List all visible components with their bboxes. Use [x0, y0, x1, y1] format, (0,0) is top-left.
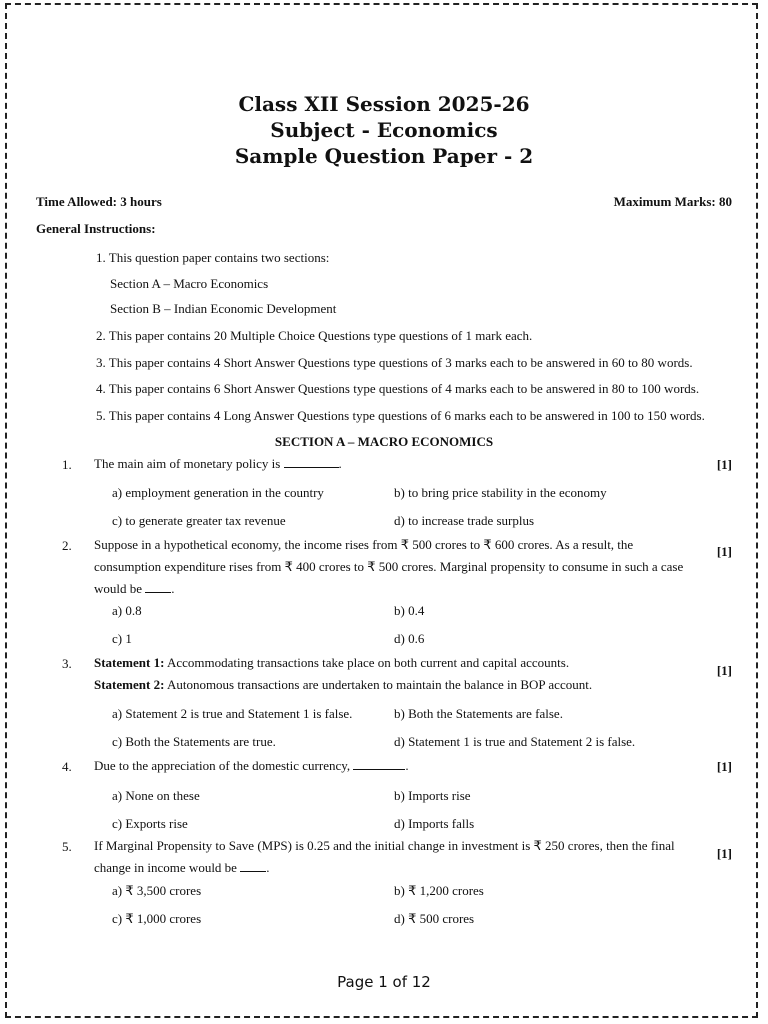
time-allowed: Time Allowed: 3 hours — [36, 194, 162, 209]
option-b: b) Imports rise — [394, 788, 471, 803]
title-paper: Sample Question Paper - 2 — [234, 144, 534, 168]
option-c: c) to generate greater tax revenue — [112, 513, 286, 528]
option-d: d) ₹ 500 crores — [394, 911, 475, 926]
statement-2-text: Autonomous transactions are undertaken to maintain the balance in BOP account. — [164, 677, 593, 692]
option-c: c) Exports rise — [112, 816, 188, 831]
option-d: d) 0.6 — [394, 631, 425, 646]
statement-2-label: Statement 2: — [94, 677, 165, 692]
instruction-item: 5. This paper contains 4 Long Answer Questions type questions of 6 marks each to be answered in 100 to 150 words. — [96, 408, 705, 423]
question-number: 3. — [62, 656, 72, 671]
option-c: c) ₹ 1,000 crores — [112, 911, 202, 926]
paper-title — [0, 91, 768, 169]
question-text: Due to the appreciation of the domestic currency, . — [94, 758, 409, 773]
question-marks: [1] — [716, 759, 732, 774]
option-a: a) Statement 2 is true and Statement 1 is false. — [112, 706, 353, 721]
question-marks: [1] — [716, 544, 732, 559]
instruction-item: 1. This question paper contains two sections: — [96, 250, 330, 265]
page-number: Page 1 of 12 — [337, 973, 431, 991]
instruction-item: Section A – Macro Economics — [110, 276, 269, 291]
question-number: 2. — [62, 538, 72, 553]
option-d: d) Statement 1 is true and Statement 2 is false. — [394, 734, 636, 749]
question-text — [94, 652, 692, 696]
question-number: 5. — [62, 839, 72, 854]
question-number: 1. — [62, 457, 72, 472]
section-a-heading: SECTION A – MACRO ECONOMICS — [274, 434, 494, 449]
statement-1-text: Accommodating transactions take place on both current and capital accounts. — [164, 655, 570, 670]
option-b: b) Both the Statements are false. — [394, 706, 563, 721]
general-instructions-heading: General Instructions: — [36, 221, 156, 236]
question-number: 4. — [62, 759, 72, 774]
question-text: If Marginal Propensity to Save (MPS) is 0.25 and the initial change in investment is ₹ 250 crores, then the final change in income would be . — [94, 838, 675, 875]
option-a: a) 0.8 — [112, 603, 142, 618]
maximum-marks: Maximum Marks: 80 — [613, 194, 732, 209]
answer-blank — [240, 861, 266, 872]
option-b: b) ₹ 1,200 crores — [394, 883, 484, 898]
instruction-item: 4. This paper contains 6 Short Answer Questions type questions of 4 marks each to be answered in 80 to 100 words. — [96, 381, 700, 396]
option-c: c) Both the Statements are true. — [112, 734, 276, 749]
answer-blank — [284, 457, 339, 468]
question-text: The main aim of monetary policy is . — [94, 456, 342, 471]
option-a: a) employment generation in the country — [112, 485, 324, 500]
question-marks: [1] — [716, 846, 732, 861]
option-b: b) to bring price stability in the economy — [394, 485, 607, 500]
option-a: a) ₹ 3,500 crores — [112, 883, 202, 898]
question-text: Suppose in a hypothetical economy, the income rises from ₹ 500 crores to ₹ 600 crores. As a result, the consumption expenditure rises from ₹ 400 crores to ₹ 500 crores. Marginal propensity to consume in such a case would be . — [94, 537, 684, 596]
question-marks: [1] — [716, 457, 732, 472]
option-a: a) None on these — [112, 788, 200, 803]
question-marks: [1] — [716, 663, 732, 678]
answer-blank — [353, 759, 405, 770]
option-c: c) 1 — [112, 631, 132, 646]
title-subject: Subject - Economics — [270, 118, 498, 142]
option-d: d) to increase trade surplus — [394, 513, 535, 528]
instruction-item: Section B – Indian Economic Development — [110, 301, 337, 316]
statement-1-label: Statement 1: — [94, 655, 165, 670]
answer-blank — [145, 582, 171, 593]
exam-meta — [36, 194, 732, 210]
instruction-item: 3. This paper contains 4 Short Answer Questions type questions of 3 marks each to be answered in 60 to 80 words. — [96, 355, 693, 370]
title-class-session: Class XII Session 2025-26 — [238, 92, 530, 116]
instruction-item: 2. This paper contains 20 Multiple Choice Questions type questions of 1 mark each. — [96, 328, 533, 343]
option-d: d) Imports falls — [394, 816, 475, 831]
option-b: b) 0.4 — [394, 603, 425, 618]
